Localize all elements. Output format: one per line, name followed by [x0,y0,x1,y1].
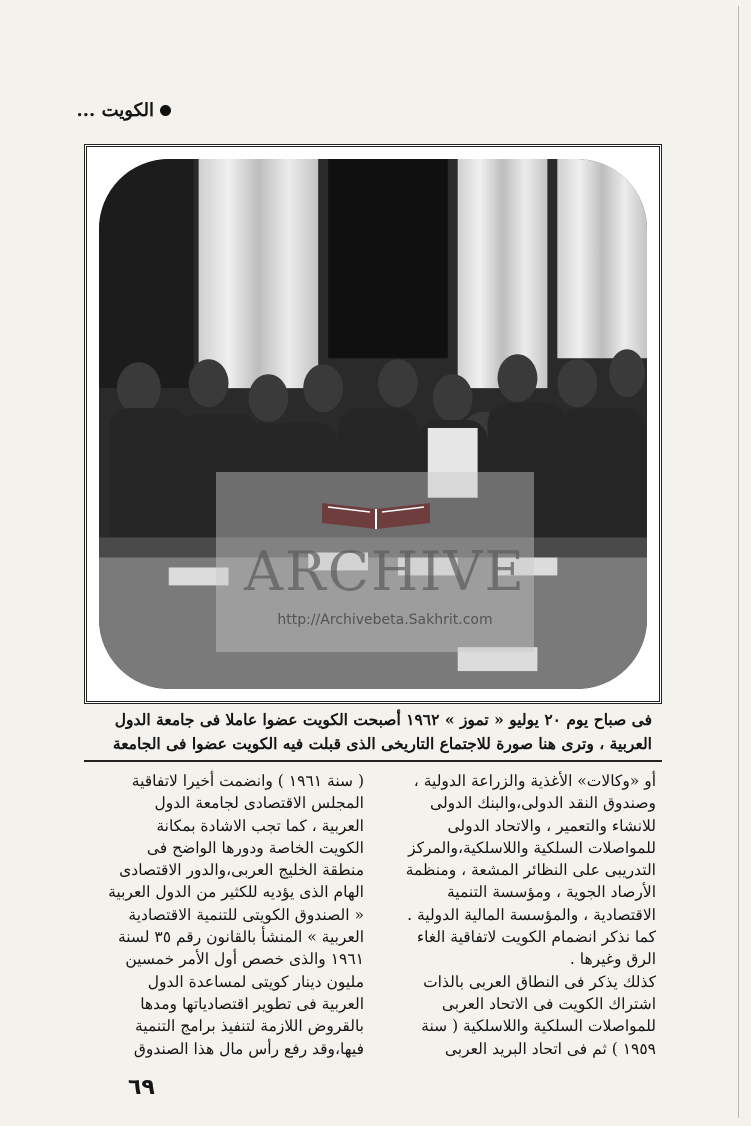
text-line: منطقة الخليج العربى،والدور الاقتصادى [119,861,364,880]
photo-caption [96,708,652,756]
text-line: ١٩٥٩ ) ثم فى اتحاد البريد العربى [444,1039,656,1058]
text-line: التدريبى على النظائر المشعة ، ومنظمة [405,861,656,880]
watermark-title: ARCHIVE [244,540,526,603]
text-line: كذلك يذكر فى النطاق العربى بالذات [423,972,656,991]
text-line: الهام الذى يؤديه للكثير من الدول العربية [108,883,364,902]
text-line: ( سنة ١٩٦١ ) وانضمت أخيرا لاتفاقية [131,772,364,790]
text-column-right [380,770,656,1060]
text-line: للمواصلات السلكية واللاسلكية،والمركز [408,838,656,857]
page-number: ٦٩ [128,1075,155,1100]
text-line: وصندوق النقد الدولى،والبنك الدولى [430,794,656,813]
text-line: فيها،وقد رفع رأس مال هذا الصندوق [133,1039,364,1058]
text-line: الرق وغيرها . [569,950,656,969]
text-line: المجلس الاقتصادى لجامعة الدول [154,794,364,813]
caption-divider [84,760,662,762]
book-icon [318,493,434,533]
text-line: « الصندوق الكويتى للتنمية الاقتصادية [128,905,364,924]
section-header [77,100,171,121]
text-line: كما نذكر انضمام الكويت لاتفاقية الغاء [416,928,656,947]
section-title: الكويت ... [76,100,154,121]
text-line: أو «وكالات» الأغذية والزراعة الدولية ، [413,772,656,790]
caption-line: العربية ، وترى هنا صورة للاجتماع التاريخى الذى قبلت فيه الكويت عضوا فى الجامعة [112,734,652,753]
text-line: مليون دينار كويتى لمساعدة الدول [147,972,364,991]
text-line: الأرصاد الجوية ، ومؤسسة التنمية [446,883,656,902]
text-column-left [88,770,364,1060]
bullet-icon [160,105,171,116]
text-line: الكويت الخاصة ودورها الواضح فى [146,838,364,857]
text-line: الاقتصادية ، والمؤسسة المالية الدولية . [407,905,656,924]
text-line: العربية » المنشأ بالقانون رقم ٣٥ لسنة [117,928,364,947]
text-line: العربية ، كما تجب الاشادة بمكانة [156,816,364,835]
text-line: للانشاء والتعمير ، والاتحاد الدولى [447,816,656,835]
text-line: بالقروض اللازمة لتنفيذ برامج التنمية [134,1017,364,1036]
text-line: ١٩٦١ والذى خصص أول الأمر خمسين [125,950,364,969]
text-line: العربية فى تطوير اقتصادياتها ومدها [140,994,364,1013]
text-line: للمواصلات السلكية واللاسلكية ( سنة [421,1017,656,1036]
text-line: اشتراك الكويت فى الاتحاد العربى [441,994,656,1013]
watermark-url: http://Archivebeta.Sakhrit.com [277,612,493,628]
caption-line: فى صباح يوم ٢٠ يوليو « تموز » ١٩٦٢ أصبحت الكويت عضوا عاملا فى جامعة الدول [114,710,652,729]
